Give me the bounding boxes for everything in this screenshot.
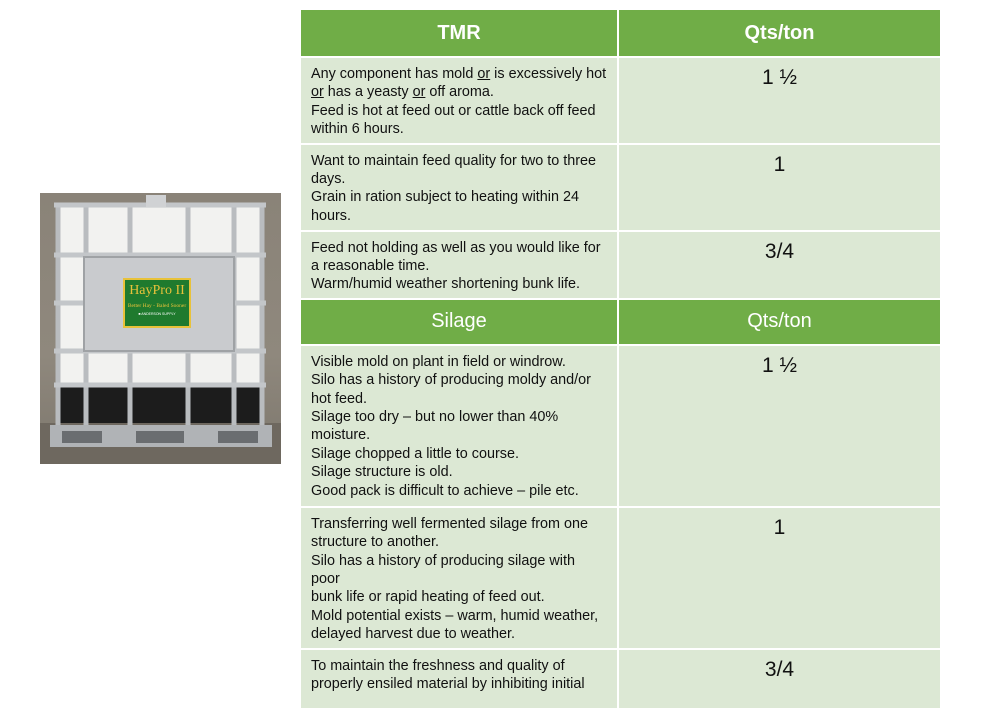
table-row	[300, 57, 941, 144]
silage-row-2-description: Transferring well fermented silage from one structure to another. Silo has a history of producing silage with poor bunk life or rapid heating of feed out. Mold potential exists – warm, humid weather, delayed harvest due to weather.	[300, 507, 618, 649]
table-row	[300, 345, 941, 507]
silage-row-2-rate: 1	[618, 507, 941, 649]
tmr-row-1-rate: 1 ½	[618, 57, 941, 144]
logo-title: HayPro II	[129, 283, 185, 298]
silage-header-row	[300, 299, 941, 345]
table-row	[300, 649, 941, 709]
logo-tagline: Better Hay - Baled Sooner	[127, 303, 187, 309]
silage-row-3-description: To maintain the freshness and quality of properly ensiled material by inhibiting initial	[300, 649, 618, 709]
dosage-table	[299, 8, 942, 710]
tmr-rate-header: Qts/ton	[618, 9, 941, 57]
logo-company: ■ ANDERSON SUPPLY	[138, 312, 176, 316]
tote-illustration	[40, 193, 281, 464]
silage-header-label: Silage	[300, 299, 618, 345]
silage-rate-header: Qts/ton	[618, 299, 941, 345]
tmr-row-1-description: Any component has mold or is excessively hot or has a yeasty or off aroma. Feed is hot at feed out or cattle back off feed within 6 hours.	[300, 57, 618, 144]
silage-row-1-rate: 1 ½	[618, 345, 941, 507]
table-row	[300, 144, 941, 231]
product-photo-tote	[40, 193, 281, 464]
tmr-row-2-rate: 1	[618, 144, 941, 231]
silage-row-3-rate: 3/4	[618, 649, 941, 709]
tmr-header-row	[300, 9, 941, 57]
table-row	[300, 507, 941, 649]
tmr-row-3-rate: 3/4	[618, 231, 941, 299]
tmr-row-2-description: Want to maintain feed quality for two to three days. Grain in ration subject to heating within 24 hours.	[300, 144, 618, 231]
table-row	[300, 231, 941, 299]
haypro-logo	[124, 281, 190, 327]
tmr-header-label: TMR	[300, 9, 618, 57]
tmr-row-3-description: Feed not holding as well as you would like for a reasonable time. Warm/humid weather shortening bunk life.	[300, 231, 618, 299]
silage-row-1-description: Visible mold on plant in field or windrow. Silo has a history of producing moldy and/or hot feed. Silage too dry – but no lower than 40% moisture. Silage chopped a little to course. Silage structure is old. Good pack is difficult to achieve – pile etc.	[300, 345, 618, 507]
